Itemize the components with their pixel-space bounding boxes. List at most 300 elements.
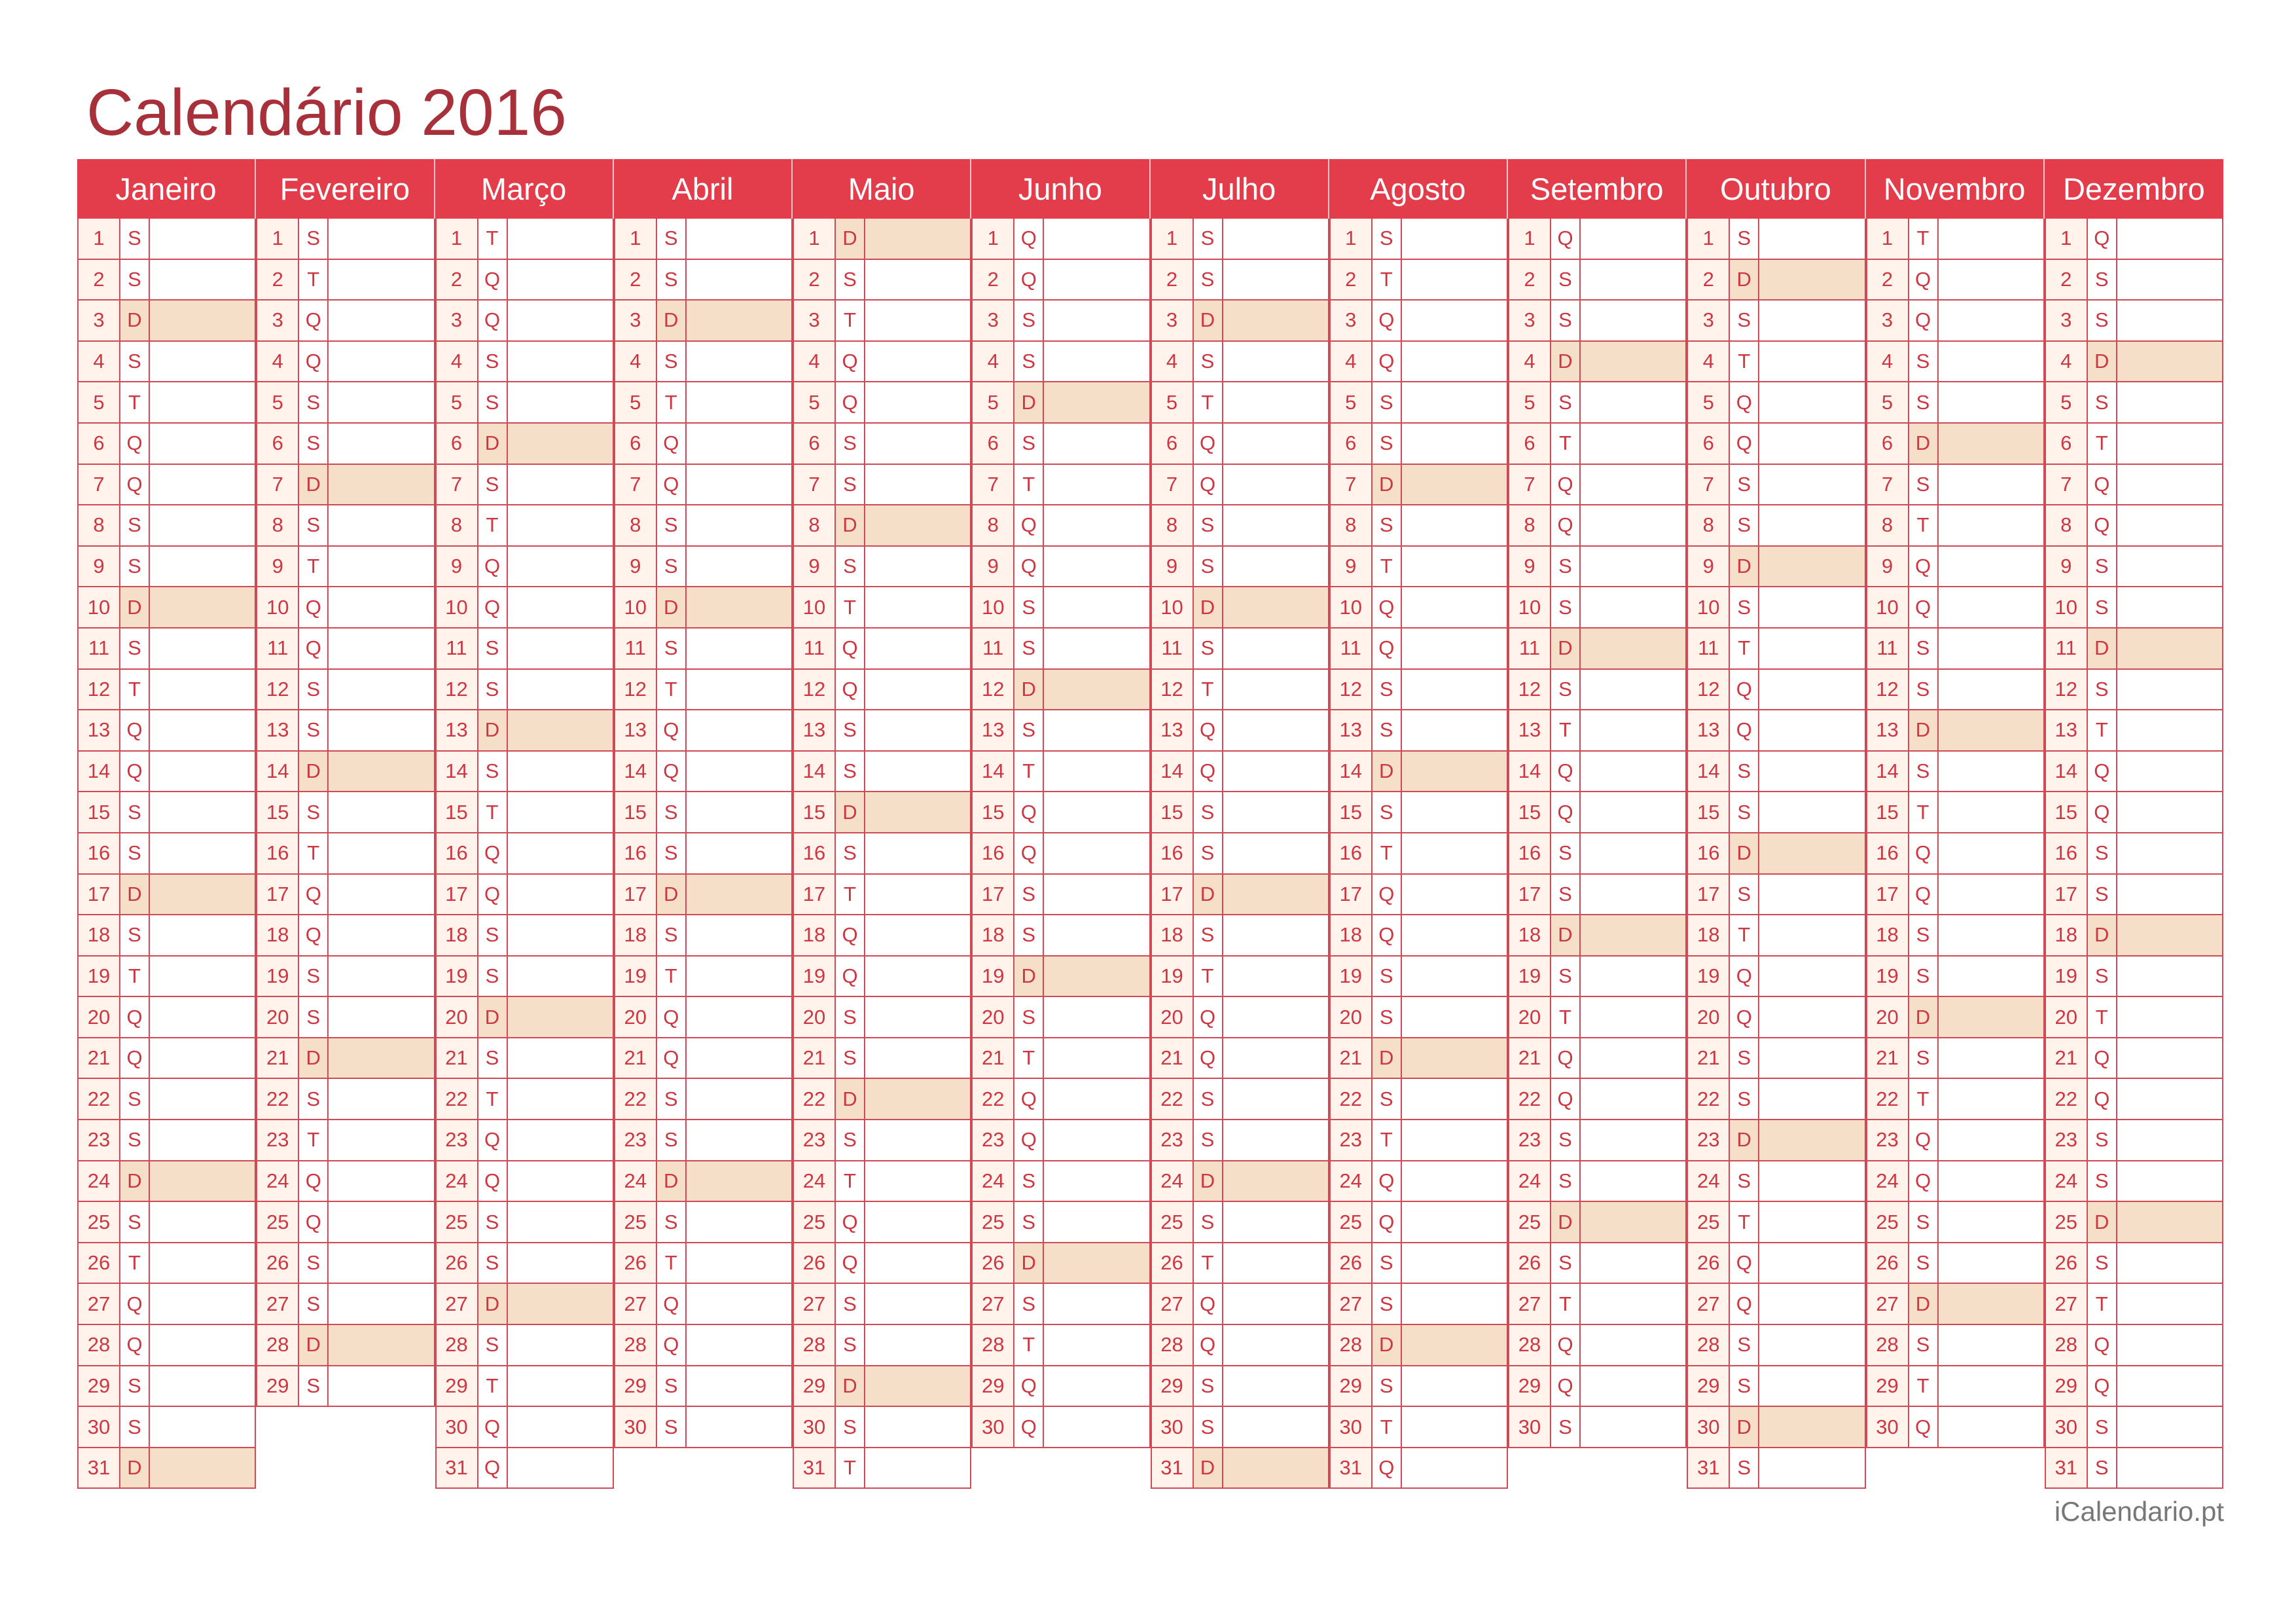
day-row bbox=[793, 465, 971, 506]
month-column bbox=[256, 219, 435, 1407]
day-note-cell bbox=[1402, 424, 1507, 464]
day-note-cell bbox=[1223, 382, 1328, 422]
day-number: 9 bbox=[615, 547, 657, 587]
day-number: 11 bbox=[1152, 629, 1194, 668]
day-note-cell bbox=[150, 219, 255, 259]
day-note-cell bbox=[508, 752, 613, 792]
day-row bbox=[77, 547, 256, 588]
weekday-letter: Q bbox=[299, 301, 329, 340]
day-row bbox=[2045, 1407, 2223, 1448]
day-note-cell bbox=[687, 219, 791, 259]
day-number: 16 bbox=[1688, 833, 1730, 873]
day-row bbox=[793, 1243, 971, 1285]
day-note-cell bbox=[1223, 710, 1328, 750]
day-note-cell bbox=[2117, 752, 2222, 792]
weekday-letter: Q bbox=[120, 1284, 150, 1324]
day-note-cell bbox=[865, 1079, 970, 1119]
weekday-letter: Q bbox=[1372, 875, 1402, 915]
day-number: 30 bbox=[794, 1407, 836, 1447]
day-row bbox=[793, 260, 971, 301]
day-row bbox=[256, 875, 435, 916]
weekday-letter: S bbox=[1730, 875, 1759, 915]
weekday-letter: S bbox=[1014, 301, 1044, 340]
day-number: 8 bbox=[1688, 505, 1730, 545]
day-note-cell bbox=[687, 1325, 791, 1365]
day-note-cell bbox=[1044, 547, 1149, 587]
day-row bbox=[1687, 1161, 1865, 1203]
day-number: 22 bbox=[1867, 1079, 1909, 1119]
day-note-cell bbox=[1044, 792, 1149, 832]
weekday-letter: S bbox=[1372, 219, 1402, 259]
day-row bbox=[435, 1325, 614, 1366]
page-title: Calendário 2016 bbox=[86, 76, 567, 149]
weekday-letter: Q bbox=[1909, 260, 1939, 300]
day-note-cell bbox=[1044, 710, 1149, 750]
day-row bbox=[1151, 1325, 1329, 1366]
weekday-letter: S bbox=[1014, 587, 1044, 627]
day-number: 20 bbox=[79, 997, 120, 1037]
day-row bbox=[1866, 1161, 2045, 1203]
day-row bbox=[614, 424, 793, 465]
weekday-letter: S bbox=[1194, 260, 1223, 300]
day-number: 17 bbox=[1152, 875, 1194, 915]
day-row bbox=[1151, 875, 1329, 916]
weekday-letter: Q bbox=[1730, 1284, 1759, 1324]
day-note-cell bbox=[508, 465, 613, 505]
day-number: 5 bbox=[79, 382, 120, 422]
weekday-letter: D bbox=[1730, 1120, 1759, 1160]
day-note-cell bbox=[1402, 1448, 1507, 1488]
day-note-cell bbox=[1759, 382, 1864, 422]
day-note-cell bbox=[1759, 1079, 1864, 1119]
day-row bbox=[77, 301, 256, 342]
day-number: 29 bbox=[1867, 1366, 1909, 1406]
weekday-letter: T bbox=[2088, 424, 2117, 464]
weekday-letter: Q bbox=[478, 833, 508, 873]
day-note-cell bbox=[2117, 1284, 2222, 1324]
day-row bbox=[793, 1325, 971, 1366]
day-note-cell bbox=[1402, 915, 1507, 955]
day-number: 30 bbox=[79, 1407, 120, 1447]
weekday-letter: D bbox=[1372, 465, 1402, 505]
day-note-cell bbox=[1402, 1407, 1507, 1447]
weekday-letter: S bbox=[120, 1120, 150, 1160]
day-number: 20 bbox=[1867, 997, 1909, 1037]
day-row bbox=[2045, 587, 2223, 629]
day-row bbox=[256, 1161, 435, 1203]
weekday-letter: Q bbox=[2088, 1079, 2117, 1119]
day-number: 18 bbox=[1152, 915, 1194, 955]
day-note-cell bbox=[2117, 1325, 2222, 1365]
day-number: 28 bbox=[257, 1325, 299, 1365]
day-note-cell bbox=[687, 465, 791, 505]
day-row bbox=[1866, 219, 2045, 260]
weekday-letter: S bbox=[1551, 1161, 1581, 1201]
day-note-cell bbox=[1581, 1038, 1685, 1078]
day-note-cell bbox=[1402, 1325, 1507, 1365]
day-row bbox=[1151, 1161, 1329, 1203]
day-note-cell bbox=[508, 587, 613, 627]
day-number: 19 bbox=[1688, 957, 1730, 996]
weekday-letter: S bbox=[1014, 875, 1044, 915]
day-row bbox=[793, 1079, 971, 1120]
day-row bbox=[435, 1038, 614, 1080]
day-number: 4 bbox=[437, 342, 478, 382]
weekday-letter: S bbox=[1194, 505, 1223, 545]
weekday-letter: Q bbox=[1194, 1325, 1223, 1365]
day-row bbox=[1866, 1079, 2045, 1120]
day-row bbox=[1866, 1202, 2045, 1243]
day-number: 26 bbox=[1152, 1243, 1194, 1283]
weekday-letter: S bbox=[1730, 505, 1759, 545]
day-number: 11 bbox=[1331, 629, 1372, 668]
day-number: 27 bbox=[1867, 1284, 1909, 1324]
day-number: 15 bbox=[1688, 792, 1730, 832]
day-row bbox=[614, 629, 793, 670]
day-number: 14 bbox=[973, 752, 1014, 792]
weekday-letter: Q bbox=[2088, 1366, 2117, 1406]
weekday-letter: S bbox=[1730, 1038, 1759, 1078]
day-number: 22 bbox=[79, 1079, 120, 1119]
weekday-letter: Q bbox=[299, 915, 329, 955]
day-note-cell bbox=[1939, 424, 2043, 464]
weekday-letter: Q bbox=[2088, 792, 2117, 832]
weekday-letter: S bbox=[657, 505, 687, 545]
day-note-cell bbox=[329, 465, 433, 505]
day-row bbox=[1508, 465, 1687, 506]
day-note-cell bbox=[2117, 1120, 2222, 1160]
weekday-letter: D bbox=[836, 219, 865, 259]
day-number: 7 bbox=[2046, 465, 2088, 505]
day-number: 4 bbox=[794, 342, 836, 382]
day-note-cell bbox=[865, 587, 970, 627]
day-note-cell bbox=[1044, 465, 1149, 505]
weekday-letter: S bbox=[836, 1284, 865, 1324]
day-row bbox=[971, 670, 1150, 711]
day-note-cell bbox=[150, 710, 255, 750]
day-note-cell bbox=[329, 505, 433, 545]
weekday-letter: S bbox=[1730, 1448, 1759, 1488]
weekday-letter: Q bbox=[1194, 710, 1223, 750]
day-number: 6 bbox=[1331, 424, 1372, 464]
day-row bbox=[1687, 875, 1865, 916]
day-number: 17 bbox=[615, 875, 657, 915]
day-number: 21 bbox=[794, 1038, 836, 1078]
weekday-letter: S bbox=[2088, 833, 2117, 873]
day-row bbox=[1687, 710, 1865, 752]
day-note-cell bbox=[1223, 260, 1328, 300]
weekday-letter: D bbox=[1372, 1325, 1402, 1365]
day-note-cell bbox=[687, 1120, 791, 1160]
day-row bbox=[77, 710, 256, 752]
day-row bbox=[1329, 1243, 1508, 1285]
day-note-cell bbox=[2117, 997, 2222, 1037]
day-note-cell bbox=[1939, 833, 2043, 873]
weekday-letter: D bbox=[1194, 301, 1223, 340]
weekday-letter: S bbox=[478, 752, 508, 792]
day-note-cell bbox=[1402, 710, 1507, 750]
day-number: 5 bbox=[2046, 382, 2088, 422]
day-row bbox=[793, 833, 971, 875]
day-note-cell bbox=[865, 1243, 970, 1283]
weekday-letter: S bbox=[120, 1366, 150, 1406]
weekday-letter: S bbox=[836, 1120, 865, 1160]
day-row bbox=[435, 1407, 614, 1448]
day-number: 21 bbox=[1688, 1038, 1730, 1078]
day-note-cell bbox=[150, 505, 255, 545]
day-number: 4 bbox=[1867, 342, 1909, 382]
day-number: 7 bbox=[973, 465, 1014, 505]
weekday-letter: S bbox=[2088, 382, 2117, 422]
day-note-cell bbox=[1402, 752, 1507, 792]
day-note-cell bbox=[1581, 1366, 1685, 1406]
day-number: 28 bbox=[1331, 1325, 1372, 1365]
day-row bbox=[1508, 1161, 1687, 1203]
weekday-letter: T bbox=[1551, 1284, 1581, 1324]
day-row bbox=[793, 997, 971, 1038]
weekday-letter: Q bbox=[1372, 629, 1402, 668]
day-number: 20 bbox=[257, 997, 299, 1037]
day-note-cell bbox=[1581, 1202, 1685, 1242]
day-number: 16 bbox=[79, 833, 120, 873]
day-row bbox=[1866, 710, 2045, 752]
day-row bbox=[971, 301, 1150, 342]
day-number: 18 bbox=[973, 915, 1014, 955]
day-row bbox=[435, 1120, 614, 1161]
weekday-letter: Q bbox=[657, 1325, 687, 1365]
weekday-letter: Q bbox=[1014, 219, 1044, 259]
day-row bbox=[971, 382, 1150, 424]
day-row bbox=[1866, 342, 2045, 383]
weekday-letter: S bbox=[1372, 997, 1402, 1037]
day-number: 17 bbox=[1509, 875, 1551, 915]
day-number: 10 bbox=[79, 587, 120, 627]
day-number: 23 bbox=[1688, 1120, 1730, 1160]
day-row bbox=[1687, 505, 1865, 547]
day-number: 6 bbox=[1152, 424, 1194, 464]
day-note-cell bbox=[329, 424, 433, 464]
day-number: 11 bbox=[1688, 629, 1730, 668]
day-number: 4 bbox=[1152, 342, 1194, 382]
day-number: 27 bbox=[1509, 1284, 1551, 1324]
weekday-letter: S bbox=[836, 547, 865, 587]
weekday-letter: S bbox=[1194, 342, 1223, 382]
day-row bbox=[1687, 1120, 1865, 1161]
day-row bbox=[1508, 670, 1687, 711]
day-row bbox=[971, 1243, 1150, 1285]
day-note-cell bbox=[687, 710, 791, 750]
day-number: 13 bbox=[79, 710, 120, 750]
day-row bbox=[971, 1079, 1150, 1120]
weekday-letter: S bbox=[1551, 833, 1581, 873]
day-note-cell bbox=[2117, 1038, 2222, 1078]
day-number: 3 bbox=[1509, 301, 1551, 340]
day-note-cell bbox=[865, 1038, 970, 1078]
day-note-cell bbox=[2117, 301, 2222, 340]
day-row bbox=[793, 547, 971, 588]
weekday-letter: S bbox=[1014, 997, 1044, 1037]
day-row bbox=[1687, 465, 1865, 506]
day-row bbox=[1329, 833, 1508, 875]
day-number: 23 bbox=[1331, 1120, 1372, 1160]
weekday-letter: S bbox=[1730, 1366, 1759, 1406]
day-note-cell bbox=[150, 342, 255, 382]
day-row bbox=[1329, 1284, 1508, 1325]
day-row bbox=[2045, 875, 2223, 916]
day-note-cell bbox=[329, 1161, 433, 1201]
day-note-cell bbox=[687, 1079, 791, 1119]
day-number: 1 bbox=[79, 219, 120, 259]
day-row bbox=[971, 342, 1150, 383]
day-row bbox=[1866, 752, 2045, 793]
day-number: 16 bbox=[1331, 833, 1372, 873]
day-note-cell bbox=[1402, 505, 1507, 545]
day-note-cell bbox=[1223, 670, 1328, 710]
day-number: 2 bbox=[79, 260, 120, 300]
site-credit: iCalendario.pt bbox=[2054, 1496, 2224, 1527]
day-note-cell bbox=[1044, 1366, 1149, 1406]
weekday-letter: S bbox=[1194, 915, 1223, 955]
day-note-cell bbox=[1402, 342, 1507, 382]
weekday-letter: D bbox=[299, 1325, 329, 1365]
day-row bbox=[435, 1202, 614, 1243]
day-number: 10 bbox=[1152, 587, 1194, 627]
day-row bbox=[1329, 1448, 1508, 1489]
day-number: 13 bbox=[257, 710, 299, 750]
weekday-letter: S bbox=[1014, 710, 1044, 750]
month-header: Novembro bbox=[1866, 159, 2045, 219]
day-number: 1 bbox=[257, 219, 299, 259]
day-note-cell bbox=[1223, 301, 1328, 340]
day-row bbox=[1151, 1366, 1329, 1408]
day-number: 9 bbox=[973, 547, 1014, 587]
day-note-cell bbox=[1044, 424, 1149, 464]
day-note-cell bbox=[1044, 752, 1149, 792]
day-note-cell bbox=[1581, 260, 1685, 300]
day-note-cell bbox=[1223, 424, 1328, 464]
weekday-letter: Q bbox=[1014, 505, 1044, 545]
day-number: 10 bbox=[1688, 587, 1730, 627]
day-note-cell bbox=[687, 424, 791, 464]
weekday-letter: Q bbox=[657, 1284, 687, 1324]
day-note-cell bbox=[508, 710, 613, 750]
day-row bbox=[1687, 1407, 1865, 1448]
day-row bbox=[256, 1120, 435, 1161]
day-row bbox=[1687, 342, 1865, 383]
day-row bbox=[256, 424, 435, 465]
day-row bbox=[1329, 1161, 1508, 1203]
day-note-cell bbox=[687, 1202, 791, 1242]
day-row bbox=[256, 1325, 435, 1366]
day-number: 29 bbox=[437, 1366, 478, 1406]
day-row bbox=[2045, 670, 2223, 711]
day-note-cell bbox=[865, 219, 970, 259]
month-column bbox=[793, 219, 971, 1489]
day-number: 23 bbox=[2046, 1120, 2088, 1160]
day-row bbox=[1866, 875, 2045, 916]
day-note-cell bbox=[1759, 710, 1864, 750]
day-number: 5 bbox=[1867, 382, 1909, 422]
weekday-letter: Q bbox=[120, 1038, 150, 1078]
day-number: 13 bbox=[2046, 710, 2088, 750]
weekday-letter: S bbox=[1730, 301, 1759, 340]
day-row bbox=[1508, 1407, 1687, 1448]
day-note-cell bbox=[687, 587, 791, 627]
day-row bbox=[793, 301, 971, 342]
day-note-cell bbox=[1223, 1120, 1328, 1160]
day-note-cell bbox=[687, 301, 791, 340]
day-note-cell bbox=[1759, 1202, 1864, 1242]
day-number: 25 bbox=[79, 1202, 120, 1242]
day-row bbox=[256, 833, 435, 875]
day-number: 16 bbox=[1152, 833, 1194, 873]
day-number: 27 bbox=[1331, 1284, 1372, 1324]
day-note-cell bbox=[687, 1366, 791, 1406]
day-note-cell bbox=[329, 1243, 433, 1283]
weekday-letter: D bbox=[1909, 424, 1939, 464]
day-row bbox=[1866, 997, 2045, 1038]
day-note-cell bbox=[150, 587, 255, 627]
weekday-letter: T bbox=[478, 1079, 508, 1119]
day-number: 3 bbox=[79, 301, 120, 340]
day-number: 20 bbox=[1331, 997, 1372, 1037]
day-note-cell bbox=[1402, 1284, 1507, 1324]
weekday-letter: S bbox=[1372, 1284, 1402, 1324]
day-number: 28 bbox=[1867, 1325, 1909, 1365]
weekday-letter: S bbox=[1372, 382, 1402, 422]
day-number: 24 bbox=[615, 1161, 657, 1201]
day-number: 26 bbox=[1867, 1243, 1909, 1283]
day-note-cell bbox=[1939, 629, 2043, 668]
day-number: 5 bbox=[794, 382, 836, 422]
weekday-letter: S bbox=[299, 670, 329, 710]
day-number: 5 bbox=[615, 382, 657, 422]
weekday-letter: Q bbox=[120, 465, 150, 505]
day-row bbox=[77, 424, 256, 465]
day-row bbox=[1151, 301, 1329, 342]
day-row bbox=[793, 505, 971, 547]
day-number: 6 bbox=[79, 424, 120, 464]
weekday-letter: T bbox=[1014, 752, 1044, 792]
weekday-letter: S bbox=[836, 1407, 865, 1447]
day-row bbox=[614, 1120, 793, 1161]
day-row bbox=[971, 1284, 1150, 1325]
weekday-letter: S bbox=[657, 1079, 687, 1119]
day-row bbox=[256, 1079, 435, 1120]
day-row bbox=[2045, 792, 2223, 833]
day-number: 16 bbox=[2046, 833, 2088, 873]
day-number: 15 bbox=[615, 792, 657, 832]
day-row bbox=[1151, 505, 1329, 547]
day-row bbox=[1866, 301, 2045, 342]
day-row bbox=[77, 1284, 256, 1325]
day-row bbox=[971, 587, 1150, 629]
day-row bbox=[971, 629, 1150, 670]
weekday-letter: S bbox=[120, 1079, 150, 1119]
day-number: 16 bbox=[615, 833, 657, 873]
day-row bbox=[1329, 710, 1508, 752]
day-note-cell bbox=[150, 260, 255, 300]
weekday-letter: T bbox=[1372, 260, 1402, 300]
day-row bbox=[435, 587, 614, 629]
day-number: 24 bbox=[973, 1161, 1014, 1201]
day-note-cell bbox=[508, 957, 613, 996]
day-number: 24 bbox=[79, 1161, 120, 1201]
day-note-cell bbox=[1581, 629, 1685, 668]
day-note-cell bbox=[329, 997, 433, 1037]
day-row bbox=[793, 1161, 971, 1203]
day-row bbox=[793, 1284, 971, 1325]
